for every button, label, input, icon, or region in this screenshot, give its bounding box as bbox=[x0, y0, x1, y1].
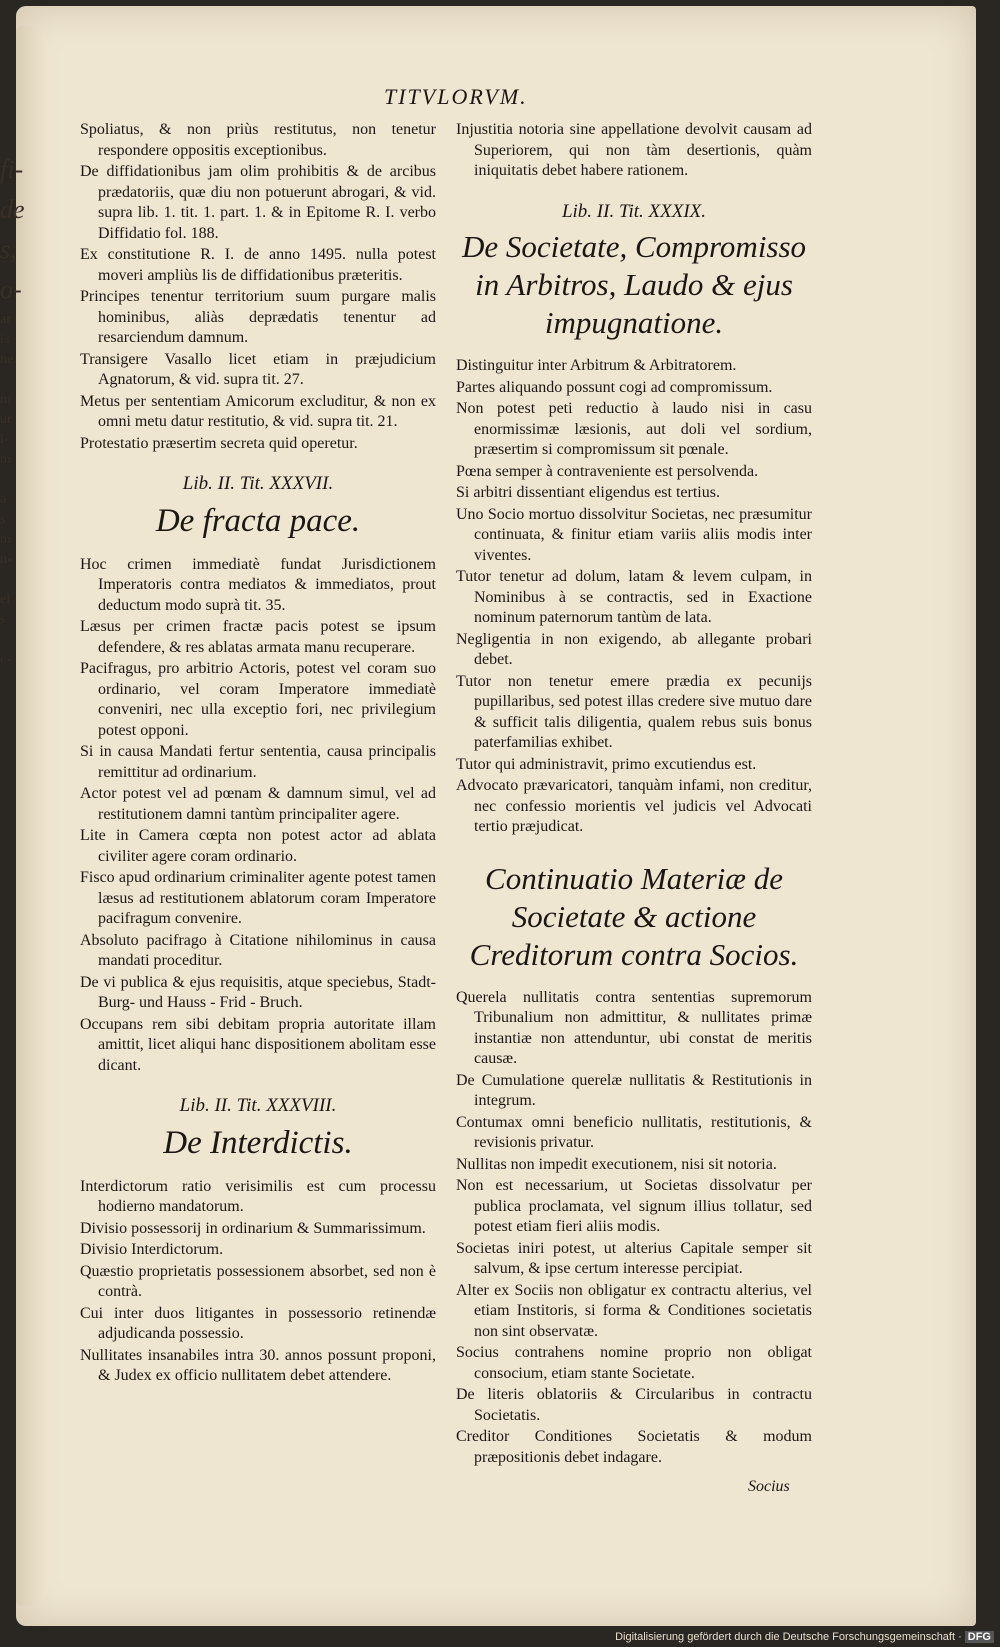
right-intro-list bbox=[456, 120, 812, 182]
index-entry: Principes tenentur territorium suum purgare malis hominibus, aliàs deprædatis tenentur ad resarciendum damnum. bbox=[80, 288, 436, 346]
margin-fragment: m bbox=[0, 392, 11, 407]
dfg-logo-badge: DFG bbox=[965, 1631, 994, 1643]
margin-fragment: i- bbox=[0, 432, 9, 447]
index-entry: Creditor Conditiones Societatis & modum præpositionis debet indagare. bbox=[456, 1428, 812, 1466]
index-entry: Si arbitri dissentiant eligendus est tertius. bbox=[456, 484, 720, 501]
index-entry: Non potest peti reductio à laudo nisi in casu enormissimæ læsionis, aut doli vel sordium, præsertim si compromissum sit pœnale. bbox=[456, 400, 812, 458]
index-entry: De Cumulatione querelæ nullitatis & Restitutionis in integrum. bbox=[456, 1071, 812, 1109]
continuatio-entry-list bbox=[456, 988, 812, 1469]
index-entry: Quæstio proprietatis possessionem absorbet, sed non è contrà. bbox=[80, 1262, 436, 1300]
index-entry: Lite in Camera cœpta non potest actor ad ablata civiliter agere coram ordinario. bbox=[80, 827, 436, 865]
margin-fragment: is bbox=[0, 332, 10, 347]
margin-fragment bbox=[0, 470, 26, 490]
section-label-38: Lib. II. Tit. XXXVIII. bbox=[179, 1095, 337, 1116]
index-entry: Pœna semper à contraveniente est persolvenda. bbox=[456, 462, 759, 480]
section-title-de-societate: De Societate, Compromisso in Arbitros, Laudo & ejus impugnatione. bbox=[461, 229, 807, 340]
left-column bbox=[80, 120, 436, 1388]
margin-fragment: n- bbox=[0, 552, 12, 567]
margin-fragment: ne bbox=[0, 352, 14, 367]
index-entry: Tutor qui administravit, primo excutiendus est. bbox=[456, 755, 757, 773]
margin-fragment: a bbox=[0, 492, 7, 507]
index-entry: Transigere Vasallo licet etiam in præjudicium Agnatorum, & vid. supra tit. 27. bbox=[80, 350, 436, 388]
index-entry: Læsus per crimen fractæ pacis potest se ipsum defendere, & res ablatas armata manu recuperare. bbox=[80, 618, 436, 656]
index-entry: Ex constitutione R. I. de anno 1495. nulla potest moveri ampliùs lis de diffidationibus præteritis. bbox=[80, 246, 436, 284]
index-entry: Protestatio præsertim secreta quid operetur. bbox=[80, 434, 358, 452]
index-entry: Tutor non tenetur emere prædia ex pecunijs pupillaribus, sed potest illas credere sive mutuo dare & sufficit talis diligentia, qualem rebus suis bonus paterfamilias exhibet. bbox=[456, 672, 812, 751]
index-entry: Spoliatus, & non priùs restitutus, non tenetur respondere oppositis exceptionibus. bbox=[80, 121, 436, 159]
margin-fragment: m bbox=[0, 532, 11, 547]
sec38-entry-list bbox=[80, 1177, 436, 1387]
index-entry: De literis oblatoriis & Circularibus in contractu Societatis. bbox=[456, 1386, 812, 1424]
index-entry: Actor potest vel ad pœnam & damnum simul, vel ad restitutionem damni tantùm principaliter agere. bbox=[80, 785, 436, 823]
sec37-entry-list bbox=[80, 555, 436, 1077]
index-entry: Hoc crimen immediatè fundat Jurisdictionem Imperatoris contra mediatos & immediatos, prout deductum modo suprà tit. 35. bbox=[80, 555, 436, 614]
index-entry: Uno Socio mortuo dissolvitur Societas, nec præsumitur continuata, & finitur etiam variis aliis modis inter viventes. bbox=[456, 505, 812, 564]
margin-fragment: ur bbox=[0, 412, 12, 427]
section-title-de-interdictis: De Interdictis. bbox=[163, 1124, 353, 1161]
index-entry: Querela nullitatis contra sententias supremorum Tribunalium non admittitur, & nullitates primæ instantiæ non attenduntur, ubi constat de meritis causæ. bbox=[456, 988, 812, 1067]
index-entry: Nullitas non impedit executionem, nisi sit notoria. bbox=[456, 1155, 777, 1173]
margin-fragment bbox=[0, 570, 26, 590]
margin-fragment: s bbox=[0, 612, 6, 627]
index-entry: Si in causa Mandati fertur sententia, causa principalis remittitur ad ordinarium. bbox=[80, 743, 436, 781]
section-label-39: Lib. II. Tit. XXXIX. bbox=[561, 200, 707, 222]
left-intro-list bbox=[80, 120, 436, 454]
index-entry: Alter ex Sociis non obligatur ex contractu alterius, vel etiam Institoris, si forma & Conditiones societatis non sint observatæ. bbox=[456, 1281, 812, 1340]
margin-fragment: el bbox=[0, 592, 11, 607]
index-entry: Advocato prævaricatori, tanquàm infami, non creditur, nec confessio morientis vel judicis vel Advocati tertio præjudicat. bbox=[456, 777, 812, 835]
index-entry: Distinguitur inter Arbitrum & Arbitratorem. bbox=[456, 357, 737, 374]
index-entry: Cui inter duos litigantes in possessorio retinendæ adjudicanda possessio. bbox=[80, 1304, 436, 1342]
index-entry: Contumax omni beneficio nullitatis, restitutionis, & revisionis privatur. bbox=[456, 1113, 812, 1151]
index-entry: Socius contrahens nomine proprio non obligat consocium, etiam stante Societate. bbox=[456, 1344, 812, 1382]
index-entry: De diffidationibus jam olim prohibitis & de arcibus prædatoriis, quæ diu non potuerunt abrogari, & vid. supra lib. 1. tit. 1. part. 1. & in Epitome R. I. verbo Diffidatio fol. 188. bbox=[80, 163, 436, 242]
index-entry: Occupans rem sibi debitam propria autoritate illam amittit, licet aliqui hanc dispositionem abolitam esse dicant. bbox=[80, 1015, 436, 1074]
index-entry: Absoluto pacifrago à Citatione nihilominus in causa mandati proceditur. bbox=[80, 931, 436, 969]
index-entry: Divisio Interdictorum. bbox=[80, 1241, 224, 1258]
margin-fragment: ar bbox=[0, 312, 11, 327]
index-entry: Pacifragus, pro arbitrio Actoris, potest vel coram suo ordinario, vel coram Imperatore immediatè conveniri, nec ulla exceptio fori, nec privilegium potest opponi. bbox=[80, 660, 436, 739]
index-entry: Nullitates insanabiles intra 30. annos possunt proponi, & Judex ex officio nullitatem debet attendere. bbox=[80, 1346, 436, 1384]
index-entry: Interdictorum ratio verisimilis est cum processu hodierno mandatorum. bbox=[80, 1177, 436, 1215]
index-entry: Metus per sententiam Amicorum excluditur, & non ex omni metu datur restitutio, & vid. supra tit. 21. bbox=[80, 392, 436, 430]
footer-text: Digitalisierung gefördert durch die Deutsche Forschungsgemeinschaft · bbox=[615, 1631, 962, 1643]
margin-fragment: s bbox=[0, 512, 6, 527]
index-entry: Negligentia in non exigendo, ab allegante probari debet. bbox=[456, 630, 812, 668]
margin-fragment: c- bbox=[0, 652, 11, 667]
margin-fragment: fi- bbox=[0, 155, 24, 184]
margin-fragment: de bbox=[0, 195, 25, 224]
catchword: Socius bbox=[748, 1478, 790, 1495]
margin-fragment bbox=[0, 370, 26, 390]
margin-fragment: o- bbox=[0, 275, 22, 304]
margin-fragment bbox=[0, 630, 26, 650]
section-title-continuatio: Continuatio Materiæ de Societate & actione Creditorum contra Socios. bbox=[469, 860, 799, 972]
section-title-de-fracta-pace: De fracta pace. bbox=[155, 502, 361, 539]
margin-fragment: s, bbox=[0, 235, 17, 264]
sec39-entry-list bbox=[456, 356, 812, 838]
previous-page-margin bbox=[0, 150, 26, 670]
section-label-37: Lib. II. Tit. XXXVII. bbox=[182, 473, 334, 494]
index-entry: Injustitia notoria sine appellatione devolvit causam ad Superiorem, qui non tàm desertionis, quàm iniquitatis debet habere rationem. bbox=[456, 121, 812, 179]
running-head: TITVLORVM. bbox=[384, 84, 528, 109]
right-column bbox=[456, 120, 812, 1469]
digitization-footer bbox=[615, 1631, 994, 1643]
index-entry: Partes aliquando possunt cogi ad compromissum. bbox=[456, 378, 773, 396]
index-entry: De vi publica & ejus requisitis, atque speciebus, Stadt- Burg- und Hauss - Frid - Bruch. bbox=[80, 973, 436, 1011]
index-entry: Divisio possessorij in ordinarium & Summarissimum. bbox=[80, 1219, 426, 1237]
index-entry: Non est necessarium, ut Societas dissolvatur per publica proclamata, vel signum illius tollatur, sed potest etiam fieri aliis modis. bbox=[456, 1177, 812, 1235]
index-entry: Fisco apud ordinarium criminaliter agente potest tamen læsus ad restitutionem ablatorum coram Imperatore pacifragum convenire. bbox=[80, 869, 436, 927]
index-entry: Societas iniri potest, ut alterius Capitale semper sit salvum, & ipse certum interesse percipiat. bbox=[456, 1239, 812, 1277]
index-entry: Tutor tenetur ad dolum, latam & levem culpam, in Nominibus à se contractis, sed in Exactione nominum paternorum tantùm de lata. bbox=[456, 568, 812, 626]
margin-fragment: m bbox=[0, 452, 11, 467]
